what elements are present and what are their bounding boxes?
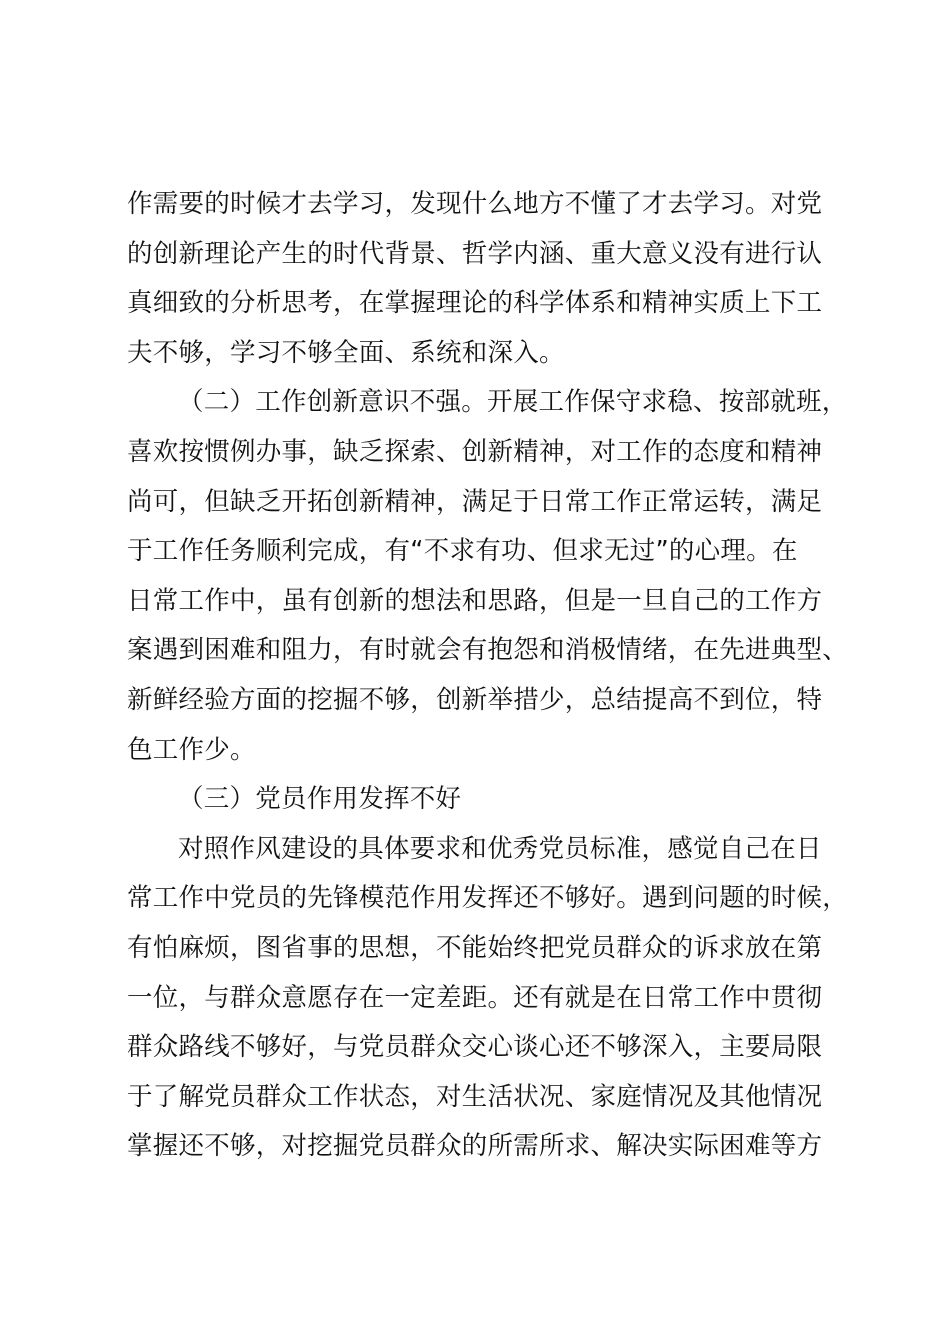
section-heading-3: （三）党员作用发挥不好 <box>178 784 462 815</box>
text-line: 真细致的分析思考，在掌握理论的科学体系和精神实质上下工 <box>127 288 823 319</box>
paragraph-start: 对照作风建设的具体要求和优秀党员标准，感觉自己在日 <box>178 833 822 864</box>
text-line: 一位，与群众意愿存在一定差距。还有就是在日常工作中贯彻 <box>127 982 823 1013</box>
text-line: 于了解党员群众工作状态，对生活状况、家庭情况及其他情况 <box>127 1081 823 1112</box>
text-line: 日常工作中，虽有创新的想法和思路，但是一旦自己的工作方 <box>127 585 823 616</box>
text-line: 案遇到困难和阻力，有时就会有抱怨和消极情绪，在先进典型、 <box>127 635 849 666</box>
text-line: 夫不够，学习不够全面、系统和深入。 <box>127 337 565 368</box>
text-line: 喜欢按惯例办事，缺乏探索、创新精神，对工作的态度和精神 <box>127 436 823 467</box>
text-line: 有怕麻烦，图省事的思想，不能始终把党员群众的诉求放在第 <box>127 932 823 963</box>
text-line: 常工作中党员的先锋模范作用发挥还不够好。遇到问题的时候， <box>127 883 849 914</box>
text-line: 的创新理论产生的时代背景、哲学内涵、重大意义没有进行认 <box>127 238 823 269</box>
text-line: 尚可，但缺乏开拓创新精神，满足于日常工作正常运转，满足 <box>127 486 823 517</box>
text-line: 群众路线不够好，与党员群众交心谈心还不够深入，主要局限 <box>127 1032 823 1063</box>
text-line: 作需要的时候才去学习，发现什么地方不懂了才去学习。对党 <box>127 189 823 219</box>
text-line: 于工作任务顺利完成，有“不求有功、但求无过”的心理。在 <box>127 536 798 567</box>
text-line: 新鲜经验方面的挖掘不够，创新举措少，总结提高不到位，特 <box>127 684 823 715</box>
text-line: 掌握还不够，对挖掘党员群众的所需所求、解决实际困难等方 <box>127 1131 823 1162</box>
text-line: 色工作少。 <box>127 734 256 765</box>
section-heading-2: （二）工作创新意识不强。开展工作保守求稳、按部就班， <box>178 387 848 418</box>
body-text <box>127 180 862 1172</box>
